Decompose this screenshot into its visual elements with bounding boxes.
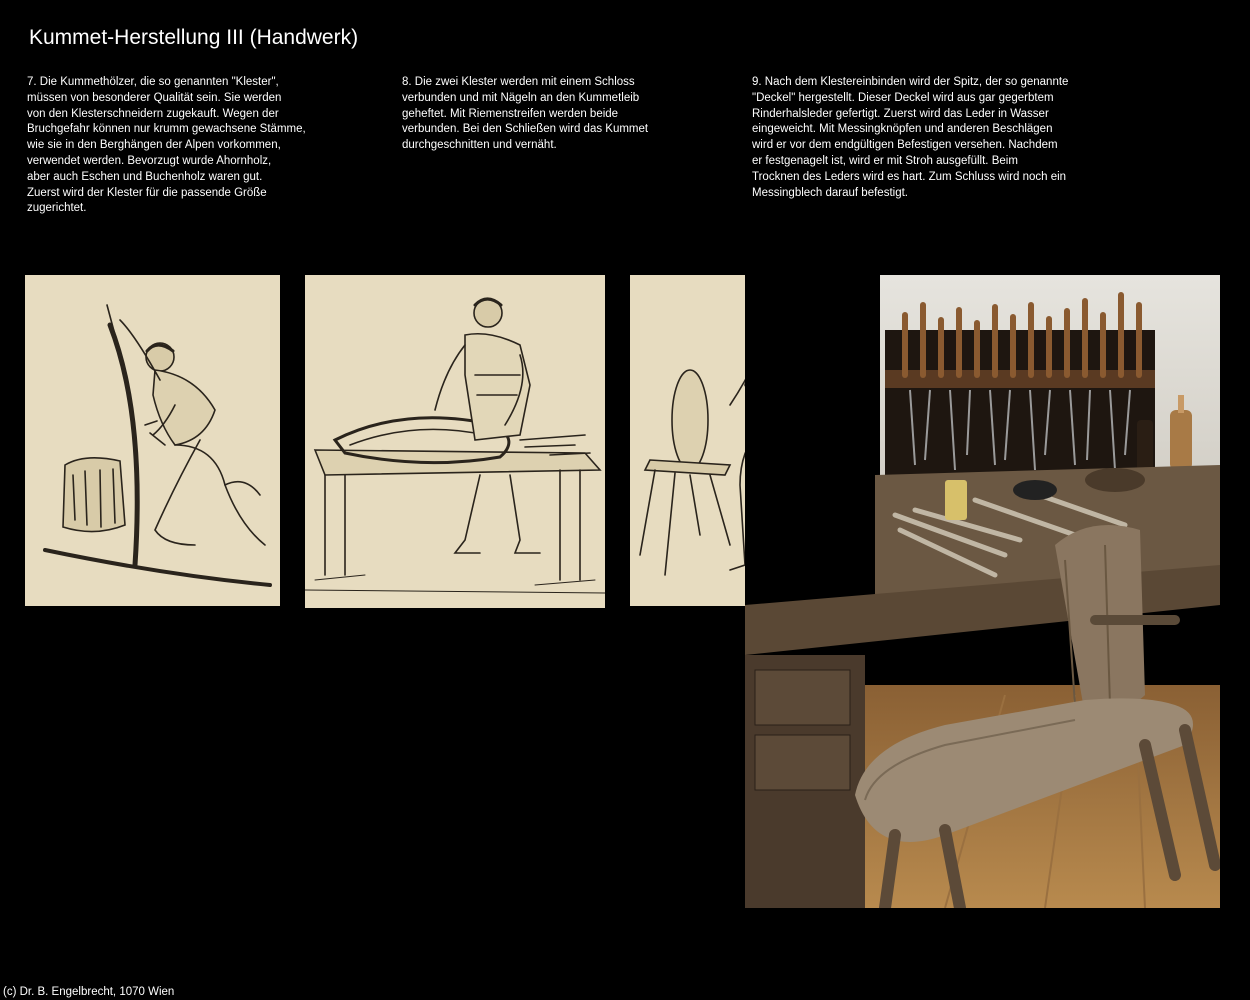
paragraph-step-7: 7. Die Kummethölzer, die so genannten "Klester", müssen von besonderer Qualität sein. Sie werden von den Klesterschneidern zugekauft. Wegen der Bruchgefahr können nur krumm gewachsene Stämme, wie sie in den Berghängen der Alpen vorkommen, verwendet werden. Bevorzugt wurde Ahornholz, aber auch Eschen und Buchenholz waren gut. Zuerst wird der Klester für die passende Größe zugerichtet.: [27, 76, 306, 215]
sketch-bending-klester: [25, 275, 280, 606]
copyright-footer: (c) Dr. B. Engelbrecht, 1070 Wien: [3, 986, 175, 998]
page-title: Kummet-Herstellung III (Handwerk): [29, 26, 359, 49]
paragraph-step-9: 9. Nach dem Klestereinbinden wird der Spitz, der so genannte "Deckel" hergestellt. Dieser Deckel wird aus gar gegerbtem Rinderhalsleder gefertigt. Zuerst wird das Leder in Wasser eingeweicht. Mit Messingknöpfen und anderen Beschlägen wird er vor dem endgültigen Befestigen versehen. Nachdem er festgenagelt ist, wird er mit Stroh ausgefüllt. Beim Trocknen des Leders wird es hart. Zum Schluss wird noch ein Messingblech darauf befestigt.: [752, 76, 1069, 199]
paragraph-step-8: 8. Die zwei Klester werden mit einem Schloss verbunden und mit Nägeln an den Kummetleib geheftet. Mit Riemenstreifen werden beide verbunden. Bei den Schließen wird das Kummet durchgeschnitten und vernäht.: [402, 76, 649, 152]
photo-saddler-workbench-with-tools: [745, 275, 1220, 908]
sketch-joining-klester-at-table: [305, 275, 605, 608]
